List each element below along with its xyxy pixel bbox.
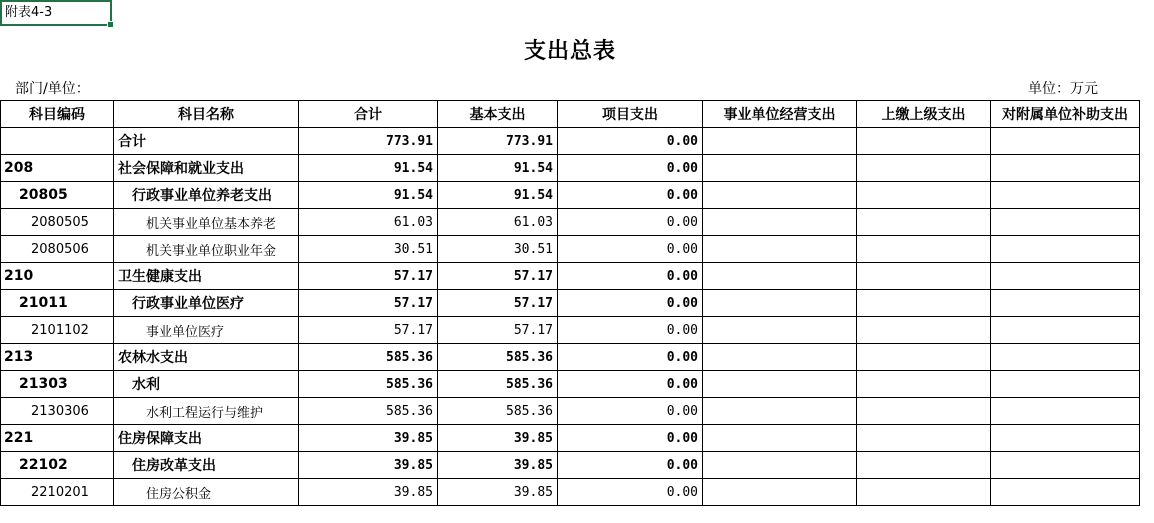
biz-cell[interactable] — [703, 371, 857, 398]
basic-cell[interactable]: 39.85 — [438, 479, 558, 506]
sub-cell[interactable] — [991, 452, 1140, 479]
code-cell[interactable]: 2080505 — [1, 209, 114, 236]
sub-cell[interactable] — [991, 317, 1140, 344]
sub-cell[interactable] — [991, 182, 1140, 209]
sub-cell[interactable] — [991, 128, 1140, 155]
project-cell[interactable]: 0.00 — [558, 209, 703, 236]
project-cell[interactable]: 0.00 — [558, 263, 703, 290]
project-cell[interactable]: 0.00 — [558, 425, 703, 452]
header-name[interactable]: 科目名称 — [114, 101, 299, 128]
biz-cell[interactable] — [703, 209, 857, 236]
name-cell[interactable]: 水利工程运行与维护 — [114, 398, 299, 425]
total-cell[interactable]: 91.54 — [299, 155, 438, 182]
header-biz[interactable]: 事业单位经营支出 — [703, 101, 857, 128]
sub-cell[interactable] — [991, 209, 1140, 236]
dept-label: 部门/单位： — [15, 81, 90, 97]
unit-label: 单位：万元 — [1028, 81, 1098, 97]
table-row — [1, 371, 1140, 398]
total-cell[interactable]: 30.51 — [299, 236, 438, 263]
total-cell[interactable]: 585.36 — [299, 344, 438, 371]
upper-cell[interactable] — [857, 371, 991, 398]
table-row — [1, 263, 1140, 290]
code-cell[interactable]: 2080506 — [1, 236, 114, 263]
basic-cell[interactable]: 57.17 — [438, 317, 558, 344]
code-cell[interactable]: 2101102 — [1, 317, 114, 344]
total-cell[interactable]: 39.85 — [299, 425, 438, 452]
sub-cell[interactable] — [991, 425, 1140, 452]
header-row — [1, 101, 1140, 128]
total-cell[interactable]: 585.36 — [299, 371, 438, 398]
code-cell[interactable]: 2130306 — [1, 398, 114, 425]
table-row — [1, 452, 1140, 479]
basic-cell[interactable]: 61.03 — [438, 209, 558, 236]
code-cell[interactable]: 21011 — [1, 290, 114, 317]
code-cell[interactable]: 221 — [1, 425, 114, 452]
table-row — [1, 479, 1140, 506]
sub-cell[interactable] — [991, 263, 1140, 290]
basic-cell[interactable]: 30.51 — [438, 236, 558, 263]
basic-cell[interactable]: 773.91 — [438, 128, 558, 155]
biz-cell[interactable] — [703, 236, 857, 263]
name-cell[interactable]: 机关事业单位基本养老 — [114, 209, 299, 236]
header-basic[interactable]: 基本支出 — [438, 101, 558, 128]
biz-cell[interactable] — [703, 425, 857, 452]
project-cell[interactable]: 0.00 — [558, 371, 703, 398]
biz-cell[interactable] — [703, 128, 857, 155]
basic-cell[interactable]: 585.36 — [438, 344, 558, 371]
sub-cell[interactable] — [991, 398, 1140, 425]
total-cell[interactable]: 61.03 — [299, 209, 438, 236]
sub-cell[interactable] — [991, 371, 1140, 398]
code-cell[interactable]: 21303 — [1, 371, 114, 398]
name-cell[interactable]: 行政事业单位养老支出 — [114, 182, 299, 209]
table-row — [1, 182, 1140, 209]
header-total[interactable]: 合计 — [299, 101, 438, 128]
total-cell[interactable]: 57.17 — [299, 317, 438, 344]
name-cell[interactable]: 农林水支出 — [114, 344, 299, 371]
total-cell[interactable]: 57.17 — [299, 263, 438, 290]
upper-cell[interactable] — [857, 317, 991, 344]
upper-cell[interactable] — [857, 155, 991, 182]
name-cell[interactable]: 社会保障和就业支出 — [114, 155, 299, 182]
code-cell[interactable]: 2210201 — [1, 479, 114, 506]
basic-cell[interactable]: 39.85 — [438, 425, 558, 452]
biz-cell[interactable] — [703, 317, 857, 344]
name-cell[interactable]: 卫生健康支出 — [114, 263, 299, 290]
table-row — [1, 128, 1140, 155]
basic-cell[interactable]: 91.54 — [438, 155, 558, 182]
basic-cell[interactable]: 57.17 — [438, 290, 558, 317]
biz-cell[interactable] — [703, 344, 857, 371]
upper-cell[interactable] — [857, 128, 991, 155]
total-cell[interactable]: 39.85 — [299, 452, 438, 479]
upper-cell[interactable] — [857, 344, 991, 371]
expenditure-table — [0, 100, 1140, 506]
table-row — [1, 425, 1140, 452]
project-cell[interactable]: 0.00 — [558, 479, 703, 506]
name-cell[interactable]: 住房改革支出 — [114, 452, 299, 479]
header-sub[interactable]: 对附属单位补助支出 — [991, 101, 1140, 128]
basic-cell[interactable]: 585.36 — [438, 398, 558, 425]
total-cell[interactable]: 39.85 — [299, 479, 438, 506]
header-project[interactable]: 项目支出 — [558, 101, 703, 128]
code-cell[interactable]: 20805 — [1, 182, 114, 209]
upper-cell[interactable] — [857, 236, 991, 263]
page-title: 支出总表 — [523, 38, 616, 64]
name-cell[interactable]: 行政事业单位医疗 — [114, 290, 299, 317]
upper-cell[interactable] — [857, 452, 991, 479]
project-cell[interactable]: 0.00 — [558, 182, 703, 209]
table-row — [1, 344, 1140, 371]
upper-cell[interactable] — [857, 263, 991, 290]
project-cell[interactable]: 0.00 — [558, 290, 703, 317]
biz-cell[interactable] — [703, 290, 857, 317]
name-cell[interactable]: 合计 — [114, 128, 299, 155]
upper-cell[interactable] — [857, 479, 991, 506]
name-cell[interactable]: 水利 — [114, 371, 299, 398]
table-row — [1, 398, 1140, 425]
upper-cell[interactable] — [857, 209, 991, 236]
basic-cell[interactable]: 57.17 — [438, 263, 558, 290]
biz-cell[interactable] — [703, 182, 857, 209]
upper-cell[interactable] — [857, 398, 991, 425]
upper-cell[interactable] — [857, 290, 991, 317]
header-upper[interactable]: 上缴上级支出 — [857, 101, 991, 128]
sub-cell[interactable] — [991, 290, 1140, 317]
project-cell[interactable]: 0.00 — [558, 398, 703, 425]
biz-cell[interactable] — [703, 398, 857, 425]
project-cell[interactable]: 0.00 — [558, 317, 703, 344]
name-cell[interactable]: 住房公积金 — [114, 479, 299, 506]
header-code[interactable]: 科目编码 — [1, 101, 114, 128]
project-cell[interactable]: 0.00 — [558, 344, 703, 371]
code-cell[interactable]: 208 — [1, 155, 114, 182]
basic-cell[interactable]: 585.36 — [438, 371, 558, 398]
biz-cell[interactable] — [703, 263, 857, 290]
basic-cell[interactable]: 91.54 — [438, 182, 558, 209]
name-cell[interactable]: 事业单位医疗 — [114, 317, 299, 344]
table-row — [1, 209, 1140, 236]
name-cell[interactable]: 住房保障支出 — [114, 425, 299, 452]
table-row — [1, 317, 1140, 344]
sub-cell[interactable] — [991, 344, 1140, 371]
name-cell[interactable]: 机关事业单位职业年金 — [114, 236, 299, 263]
biz-cell[interactable] — [703, 155, 857, 182]
table-row — [1, 290, 1140, 317]
code-cell[interactable]: 22102 — [1, 452, 114, 479]
project-cell[interactable]: 0.00 — [558, 155, 703, 182]
project-cell[interactable]: 0.00 — [558, 128, 703, 155]
sub-cell[interactable] — [991, 479, 1140, 506]
total-cell[interactable]: 57.17 — [299, 290, 438, 317]
total-cell[interactable]: 773.91 — [299, 128, 438, 155]
biz-cell[interactable] — [703, 479, 857, 506]
project-cell[interactable]: 0.00 — [558, 236, 703, 263]
selected-cell[interactable]: 附表4-3 — [0, 0, 112, 26]
upper-cell[interactable] — [857, 182, 991, 209]
biz-cell[interactable] — [703, 452, 857, 479]
sub-cell[interactable] — [991, 236, 1140, 263]
total-cell[interactable]: 91.54 — [299, 182, 438, 209]
code-cell[interactable]: 213 — [1, 344, 114, 371]
code-cell[interactable] — [1, 128, 114, 155]
basic-cell[interactable]: 39.85 — [438, 452, 558, 479]
code-cell[interactable]: 210 — [1, 263, 114, 290]
table-row — [1, 155, 1140, 182]
total-cell[interactable]: 585.36 — [299, 398, 438, 425]
project-cell[interactable]: 0.00 — [558, 452, 703, 479]
upper-cell[interactable] — [857, 425, 991, 452]
sub-cell[interactable] — [991, 155, 1140, 182]
table-row — [1, 236, 1140, 263]
